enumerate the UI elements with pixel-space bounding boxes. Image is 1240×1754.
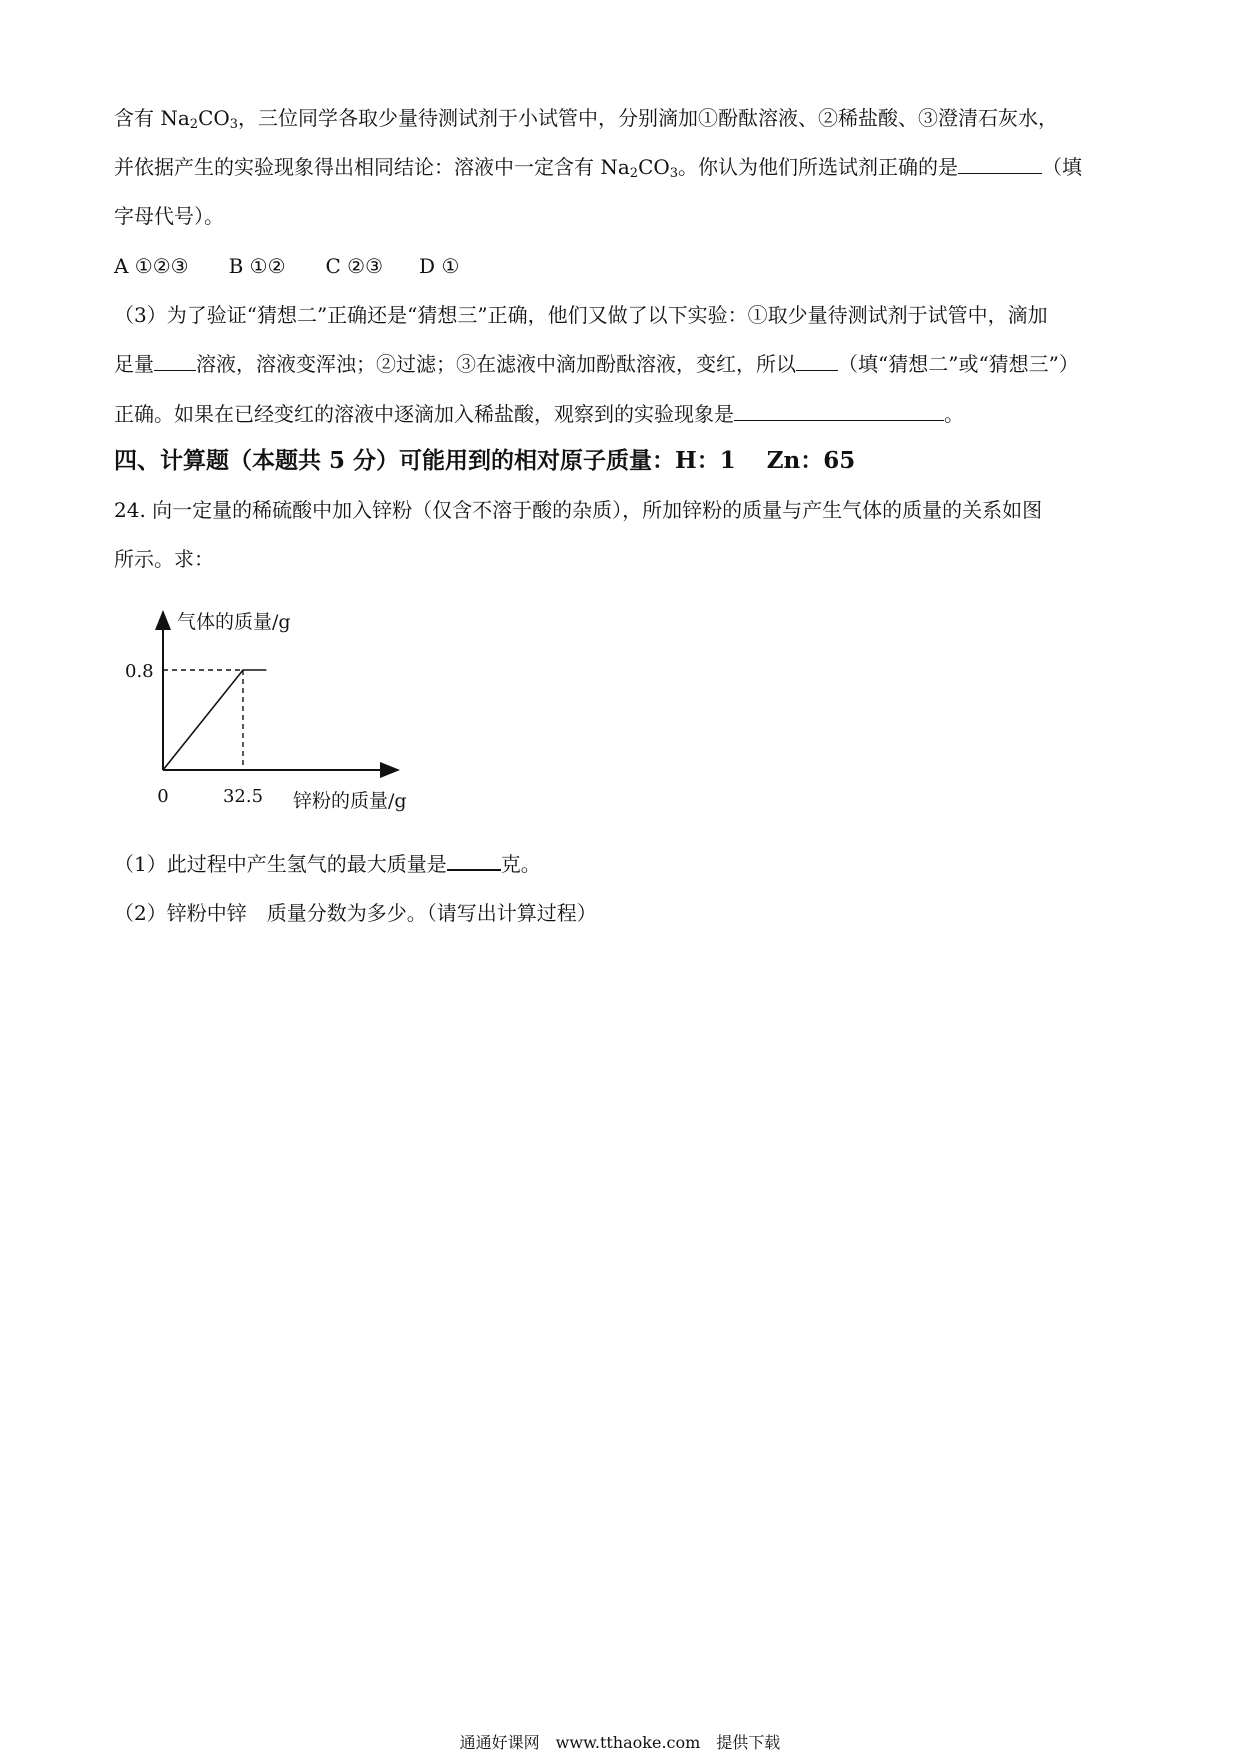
x-axis-label: 锌粉的质量/g: [293, 790, 407, 812]
q23-part3-line-3: [114, 400, 964, 428]
text: 字母代号）。: [114, 204, 224, 228]
subscript: 3: [669, 166, 679, 181]
y-axis-label: 气体的质量/g: [177, 611, 291, 633]
text: 四、计算题（本题共 5 分）可能用到的相对原子质量：H：1 Zn：65: [114, 447, 856, 474]
gas-mass-chart: [115, 600, 455, 825]
q24-line-1: [114, 496, 1042, 524]
q23-line-1: [114, 104, 1058, 139]
q23-line-3: [114, 202, 224, 230]
text: 溶液，溶液变浑浊；②过滤；③在滤液中滴加酚酞溶液，变红，所以: [196, 352, 796, 376]
q23-options: [114, 252, 459, 280]
subscript: 3: [229, 117, 239, 132]
answer-blank[interactable]: [447, 851, 501, 871]
answer-blank[interactable]: [958, 155, 1042, 174]
text: 24. 向一定量的稀硫酸中加入锌粉（仅含不溶于酸的杂质），所加锌粉的质量与产生气体的质量的关系如图: [114, 498, 1043, 522]
section-heading: [114, 447, 855, 475]
text: 含有 Na: [114, 106, 190, 130]
text: （填“猜想二”或“猜想三”）: [838, 352, 1079, 376]
option-b: B ①②: [228, 254, 286, 278]
y-tick-label: 0.8: [125, 661, 154, 682]
answer-blank[interactable]: [154, 352, 196, 371]
text: CO: [198, 106, 230, 130]
text: 。: [944, 402, 964, 426]
text: CO: [638, 155, 670, 179]
q24-part1: [114, 850, 541, 878]
answer-blank[interactable]: [796, 352, 838, 371]
text: （3）为了验证“猜想二”正确还是“猜想三”正确，他们又做了以下实验：①取少量待测试剂于试管中，滴加: [114, 303, 1048, 327]
text: （填: [1042, 155, 1083, 179]
q23-part3-line-2: [114, 350, 1079, 378]
option-c: C ②③: [325, 254, 384, 278]
text: 克。: [500, 852, 541, 876]
subscript: 2: [629, 166, 639, 181]
origin-tick-label: 0: [157, 786, 169, 807]
q23-part3-line-1: [114, 301, 1048, 329]
text: 所示。求：: [114, 547, 214, 571]
option-a: A ①②③: [114, 254, 189, 278]
q24-part2: [114, 899, 597, 927]
q24-line-2: [114, 545, 214, 573]
text: （1）此过程中产生氢气的最大质量是: [114, 852, 447, 876]
subscript: 2: [189, 117, 199, 132]
option-d: D ①: [419, 254, 460, 278]
answer-blank[interactable]: [734, 402, 944, 421]
footer: [0, 1730, 1240, 1753]
text: 并依据产生的实验现象得出相同结论：溶液中一定含有 Na: [114, 155, 630, 179]
text: 。你认为他们所选试剂正确的是: [678, 155, 959, 179]
text: 正确。如果在已经变红的溶液中逐滴加入稀盐酸，观察到的实验现象是: [114, 402, 734, 426]
text: （2）锌粉中锌 质量分数为多少。（请写出计算过程）: [114, 901, 597, 925]
text: ，三位同学各取少量待测试剂于小试管中，分别滴加①酚酞溶液、②稀盐酸、③澄清石灰水，: [238, 106, 1059, 130]
text: 足量: [114, 352, 154, 376]
x-tick-label: 32.5: [222, 786, 264, 807]
q23-line-2: [114, 153, 1082, 188]
series-line: [163, 670, 266, 770]
footer-text: 通通好课网 www.tthaoke.com 提供下载: [459, 1733, 781, 1752]
